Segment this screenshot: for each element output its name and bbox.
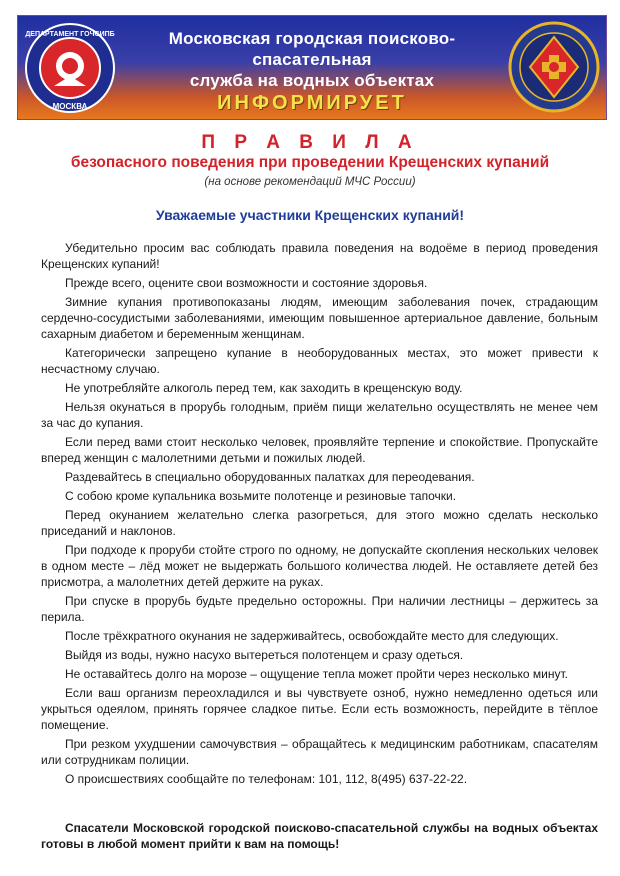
banner-title-line1: Московская городская поисково-спасательная (168, 29, 456, 69)
banner-informs: ИНФОРМИРУЕТ (217, 92, 407, 114)
paragraph: При спуске в прорубь будьте предельно осторожны. При наличии лестницы – держитесь за перила. (41, 594, 598, 624)
page-subtitle: безопасного поведения при проведении Крещенских купаний (70, 154, 550, 171)
rules-body (41, 240, 598, 790)
page-title: П Р А В И Л А (201, 132, 419, 153)
rescue-service-emblem-icon (508, 21, 600, 113)
paragraph: Нельзя окунаться в прорубь голодным, приём пищи желательно осуществлять не менее чем за час до купания. (41, 400, 598, 430)
banner-title (118, 28, 506, 91)
paragraph: Зимние купания противопоказаны людям, имеющим заболевания почек, страдающим сердечно-сосудистыми заболеваниями, имеющим повышенное артериальное давление, больным сахарным диабетом и беременным женщинам. (41, 295, 598, 341)
paragraph: С собою кроме купальника возьмите полотенце и резиновые тапочки. (65, 489, 457, 503)
paragraph: Если перед вами стоит несколько человек, проявляйте терпение и спокойствие. Пропускайте вперед женщин с малолетними детьми и пожилых людей. (41, 435, 598, 465)
department-emblem-icon (24, 22, 116, 114)
paragraph: Перед окунанием желательно слегка разогреться, для этого можно сделать несколько приседаний и наклонов. (41, 508, 598, 538)
paragraph: После трёхкратного окунания не задерживайтесь, освобождайте место для следующих. (65, 629, 559, 643)
paragraph: Раздевайтесь в специально оборудованных палатках для переодевания. (65, 470, 475, 484)
emblem-left-top-text: ДЕПАРТАМЕНТ ГОЧСИПБ (25, 31, 115, 38)
paragraph-phones: О происшествиях сообщайте по телефонам: 101, 112, 8(495) 637-22-22. (65, 772, 468, 786)
emblem-left-bottom-text: МОСКВА (52, 102, 88, 111)
paragraph: Убедительно просим вас соблюдать правила поведения на водоёме в период проведения Крещенских купаний! (41, 241, 598, 271)
source-note: (на основе рекомендаций МЧС России) (204, 176, 416, 188)
paragraph: Не употребляйте алкоголь перед тем, как заходить в крещенскую воду. (65, 381, 463, 395)
paragraph: При резком ухудшении самочувствия – обращайтесь к медицинским работникам, спасателям или сотрудникам полиции. (41, 737, 598, 767)
paragraph: Прежде всего, оцените свои возможности и состояние здоровья. (65, 276, 428, 290)
paragraph: Категорически запрещено купание в необорудованных местах, это может привести к несчастному случаю. (41, 346, 598, 376)
closing-statement: Спасатели Московской городской поисково-спасательной службы на водных объектах готовы в любой момент прийти к вам на помощь! (41, 821, 598, 851)
paragraph: Если ваш организм переохладился и вы чувствуете озноб, нужно немедленно одеться или укрыться одеялом, принять горячее сладкое питье. Если есть возможность, перейдите в тёплое помещение. (41, 686, 598, 732)
paragraph: Выйдя из воды, нужно насухо вытереться полотенцем и сразу одеться. (65, 648, 464, 662)
paragraph: Не оставайтесь долго на морозе – ощущение тепла может пройти через несколько минут. (65, 667, 568, 681)
banner-title-line2: служба на водных объектах (189, 71, 435, 90)
paragraph: При подходе к проруби стойте строго по одному, не допускайте скопления нескольких человек в одном месте – лёд может не выдержать большого количества людей. Не оставляете детей без присмотра, а малолетних детей держите на руках. (41, 543, 598, 589)
greeting: Уважаемые участники Крещенских купаний! (155, 207, 465, 223)
header-banner (17, 15, 607, 120)
